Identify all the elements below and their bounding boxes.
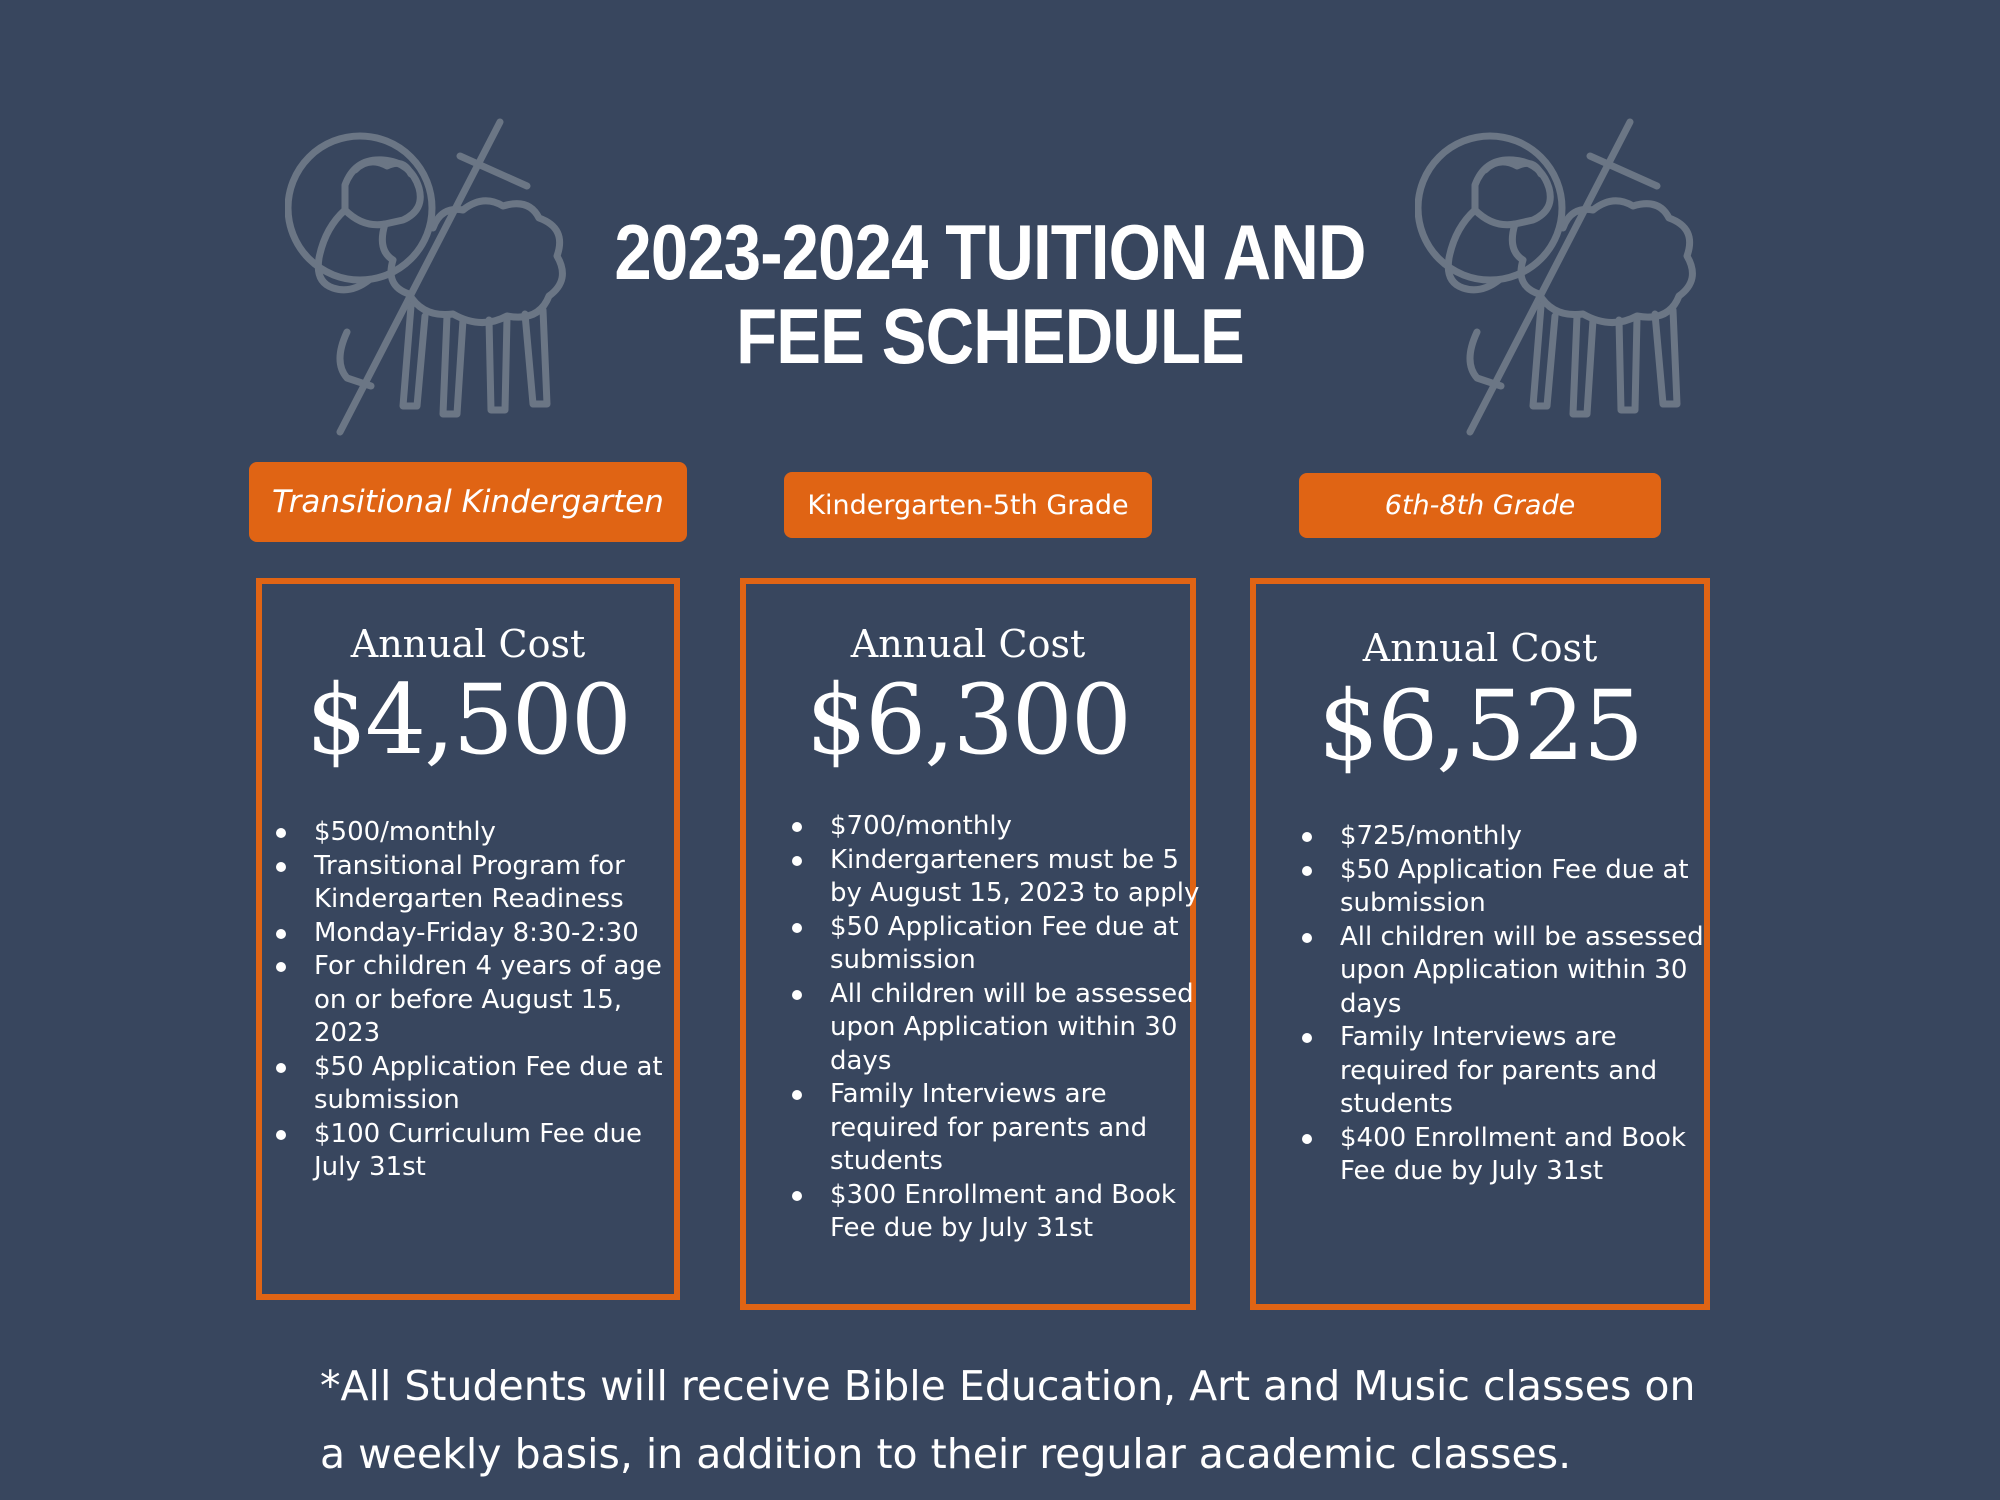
- cost-label: Annual Cost: [350, 622, 586, 666]
- list-item: Kindergarteners must be 5 by August 15, 2023 to apply: [830, 844, 1210, 911]
- list-item: Transitional Program for Kindergarten Readiness: [314, 850, 664, 917]
- list-item: Family Interviews are required for parents and students: [1340, 1021, 1710, 1122]
- list-item: $100 Curriculum Fee due July 31st: [314, 1118, 664, 1185]
- footer-note: *All Students will receive Bible Education, Art and Music classes on a weekly basis, in addition to their regular academic classes.: [320, 1362, 1696, 1478]
- list-item: Family Interviews are required for parents and students: [830, 1078, 1210, 1179]
- detail-list: [1288, 820, 1710, 1189]
- list-item: Monday-Friday 8:30-2:30: [314, 917, 664, 951]
- list-item: For children 4 years of age on or before August 15, 2023: [314, 950, 664, 1051]
- grade-tab-kindergarten-5th: Kindergarten-5th Grade: [784, 472, 1152, 538]
- list-item: $500/monthly: [314, 816, 664, 850]
- list-item: $50 Application Fee due at submission: [830, 911, 1210, 978]
- cost-card-transitional-kindergarten: [256, 578, 680, 1300]
- cost-amount: $6,525: [1318, 670, 1642, 782]
- lamb-of-god-icon: [1415, 110, 1715, 440]
- cost-label: Annual Cost: [1362, 626, 1598, 670]
- cost-amount: $4,500: [306, 664, 630, 776]
- list-item: All children will be assessed upon Application within 30 days: [830, 978, 1210, 1079]
- list-item: $700/monthly: [830, 810, 1210, 844]
- list-item: All children will be assessed upon Application within 30 days: [1340, 921, 1710, 1022]
- lamb-of-god-icon: [285, 110, 585, 440]
- grade-tab-transitional-kindergarten: Transitional Kindergarten: [249, 462, 687, 542]
- cost-card-6th-8th: [1250, 578, 1710, 1310]
- list-item: $400 Enrollment and Book Fee due by July 31st: [1340, 1122, 1710, 1189]
- list-item: $50 Application Fee due at submission: [1340, 854, 1710, 921]
- list-item: $725/monthly: [1340, 820, 1710, 854]
- cost-amount: $6,300: [806, 664, 1130, 776]
- grade-tab-6th-8th: 6th-8th Grade: [1299, 473, 1661, 538]
- detail-list: [262, 816, 664, 1185]
- list-item: $300 Enrollment and Book Fee due by July 31st: [830, 1179, 1210, 1246]
- list-item: $50 Application Fee due at submission: [314, 1051, 664, 1118]
- cost-label: Annual Cost: [850, 622, 1086, 666]
- detail-list: [778, 810, 1210, 1246]
- cost-card-kindergarten-5th: [740, 578, 1200, 1310]
- page-title: 2023-2024 TUITION AND FEE SCHEDULE: [614, 208, 1366, 380]
